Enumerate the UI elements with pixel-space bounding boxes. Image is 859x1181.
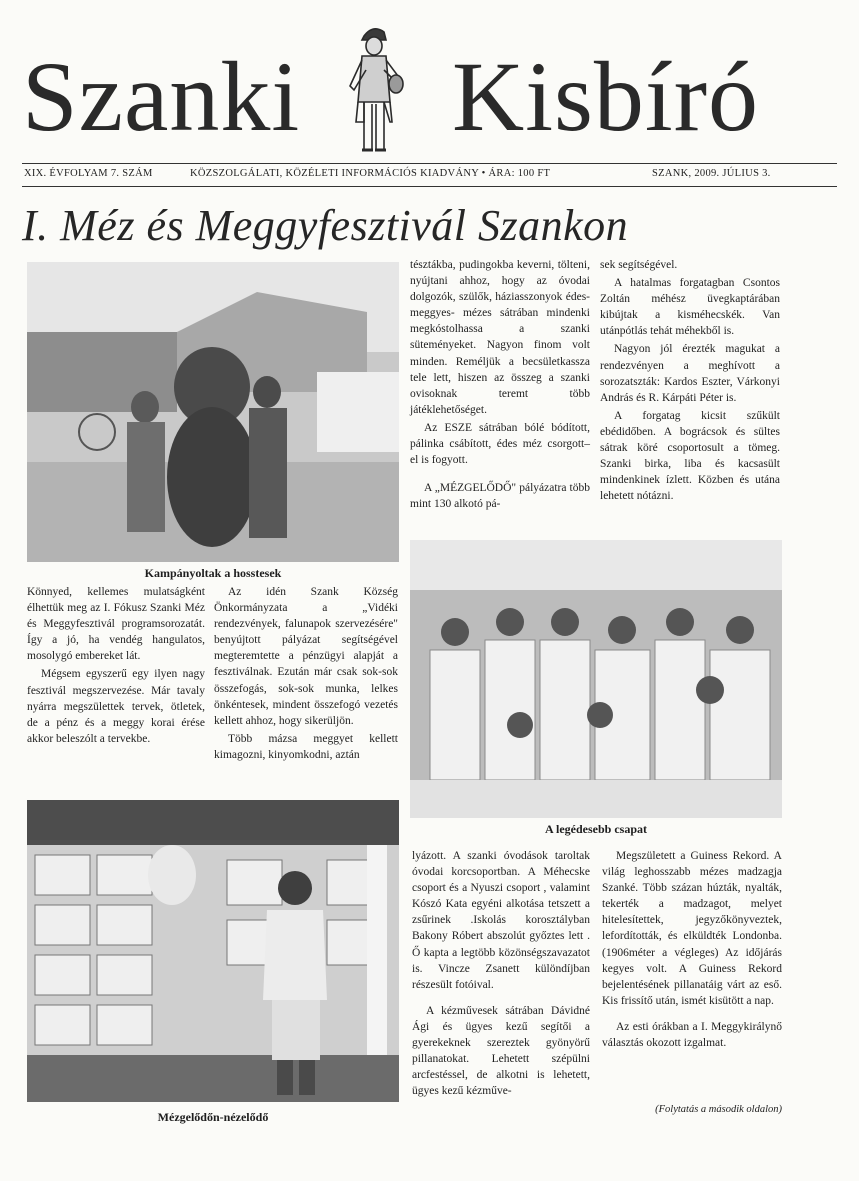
column-top-middle	[410, 257, 590, 514]
paragraph: A forgatag kicsit szűkült ebédidőben. A bográcsok és sültes sátrak köré csoportosult a tömeg. Szanki birka, liba és kacsasült mindenkinek ízlett. Közben és utána lehetett nótázni.	[600, 409, 780, 503]
caption-photo3: Mézgelődőn-nézelődő	[157, 1110, 269, 1124]
photo-exhibition	[27, 800, 399, 1102]
article-headline: I. Méz és Meggyfesztivál Szankon	[22, 201, 629, 250]
masthead-title-right: Kisbíró	[452, 41, 759, 152]
masthead-rule-bottom	[22, 186, 837, 187]
photo-team	[410, 540, 782, 818]
paragraph: lyázott. A szanki óvodások taroltak óvodai korcsoportban. A Méhecske csoport és a Nyuszi csoport , valamint Kószó Kata egyéni alkotása tetszett a zsűrinek .Iskolás korosztályban Bakony Róbert abszolút győztes lett . Ő kapta a legtöbb közönségszavazatot is. Vincze Zsanett különdíjban részesült fotóival.	[412, 850, 590, 991]
caption-photo1: Kampányoltak a hosstesek	[144, 566, 282, 580]
paragraph: tésztákba, pudingokba keverni, tölteni, nyújtani ahhoz, hogy az óvodai dolgozók, szülők, háziasszonyok édes- meggyes- mézes sátrában mindenki megkóstolhassa a szanki süteményeket. Nagyon finom volt minden. Reméljük a becsületkassza tele lett, hiszen az összeg a szanki ovisoknak teremt több játéklehetőséget.	[410, 259, 590, 416]
paragraph: A kézművesek sátrában Dávidné Ági és ügyes kezű segítői a gyerekeknek szereztek gyönyörű pillanatokat. Lehetett szépülni arcfestéssel, de alkotni is lehetett, ügyes kezű kézműve-	[412, 1004, 590, 1098]
town-crier-emblem	[340, 22, 406, 160]
issue-number: XIX. ÉVFOLYAM 7. SZÁM	[24, 168, 153, 179]
masthead-title-left: Szanki	[22, 41, 301, 152]
publication-type: KÖZSZOLGÁLATI, KÖZÉLETI INFORMÁCIÓS KIADVÁNY • ÁRA: 100 FT	[190, 168, 551, 179]
paragraph: A hatalmas forgatagban Csontos Zoltán méhész üvegkaptárában kibújtak a kisméhecskék. Van utánpótlás tehát méhekből is.	[600, 277, 780, 338]
paragraph: A „MÉZGELŐDŐ" pályázatra több mint 130 alkotó pá-	[410, 482, 590, 511]
masthead	[22, 22, 837, 162]
column-bottom-middle	[412, 848, 590, 1101]
paragraph: sek segítségével.	[600, 259, 678, 271]
photo-hostesses	[27, 262, 399, 562]
paragraph: Megszületett a Guiness Rekord. A világ leghosszabb mézes madzagja Szanké. Több százan húzták, nyalták, tekerték a madzagot, melyet hitelesítettek, jegyzőkönyveztek, lefordították, és elküldték Londonba.(1906méter a végleges) Az időjárás kegyes volt. A Guiness Rekord bejelentésének pillanatáig várt az eső. Kis frissítő után, ismét kisütött a nap.	[602, 850, 782, 1007]
caption-photo2: A legédesebb csapat	[545, 822, 647, 836]
column-top-right	[600, 257, 780, 506]
issue-date: SZANK, 2009. JÚLIUS 3.	[652, 168, 771, 179]
paragraph: Az ESZE sátrában bólé bódított, pálinka csábított, édes méz csorgott– el is fogyott.	[410, 421, 590, 467]
paragraph: Nagyon jól érezték magukat a rendezvényen a meghívott a sorozatszták: Kardos Eszter, Várkonyi András és R. Kárpáti Péter is.	[600, 343, 780, 404]
column-middle-second	[214, 584, 398, 765]
continued-note: (Folytatás a második oldalon)	[655, 1104, 782, 1115]
column-middle-left	[27, 584, 205, 749]
paragraph: Az esti órákban a I. Meggykirálynő választás okozott izgalmat.	[602, 1020, 782, 1050]
paragraph: Több mázsa meggyet kellett kimagozni, kinyomkodni, aztán	[214, 732, 398, 761]
paragraph: Mégsem egyszerű egy ilyen nagy fesztivál megszervezése. Már tavaly nyárra megszülettek tervek, ötletek, de a pénz és a meggy korai érése akkor beleszólt a tervekbe.	[27, 668, 205, 745]
masthead-rule-top	[22, 163, 837, 164]
paragraph: Könnyed, kellemes mulatságként élhettük meg az I. Fókusz Szanki Méz és Meggyfesztivál programsorozatát. Így a jó, ha vendég hangulatos, mosolygó embereket lát.	[27, 586, 205, 663]
issue-info-bar	[22, 166, 837, 184]
paragraph: Az idén Szank Község Önkormányzata a „Vidéki rendezvények, falunapok szervezésére" benyújtott pályázat segítségével megteremtette a pénzügyi alapját a fesztiválnak. Ezután már csak sok-sok összefogás, sok-sok munka, lelkes önkéntesek, mindent összefogó vezetés kellett ahhoz, hogy sikerüljön.	[214, 586, 398, 727]
column-bottom-right	[602, 848, 782, 1053]
